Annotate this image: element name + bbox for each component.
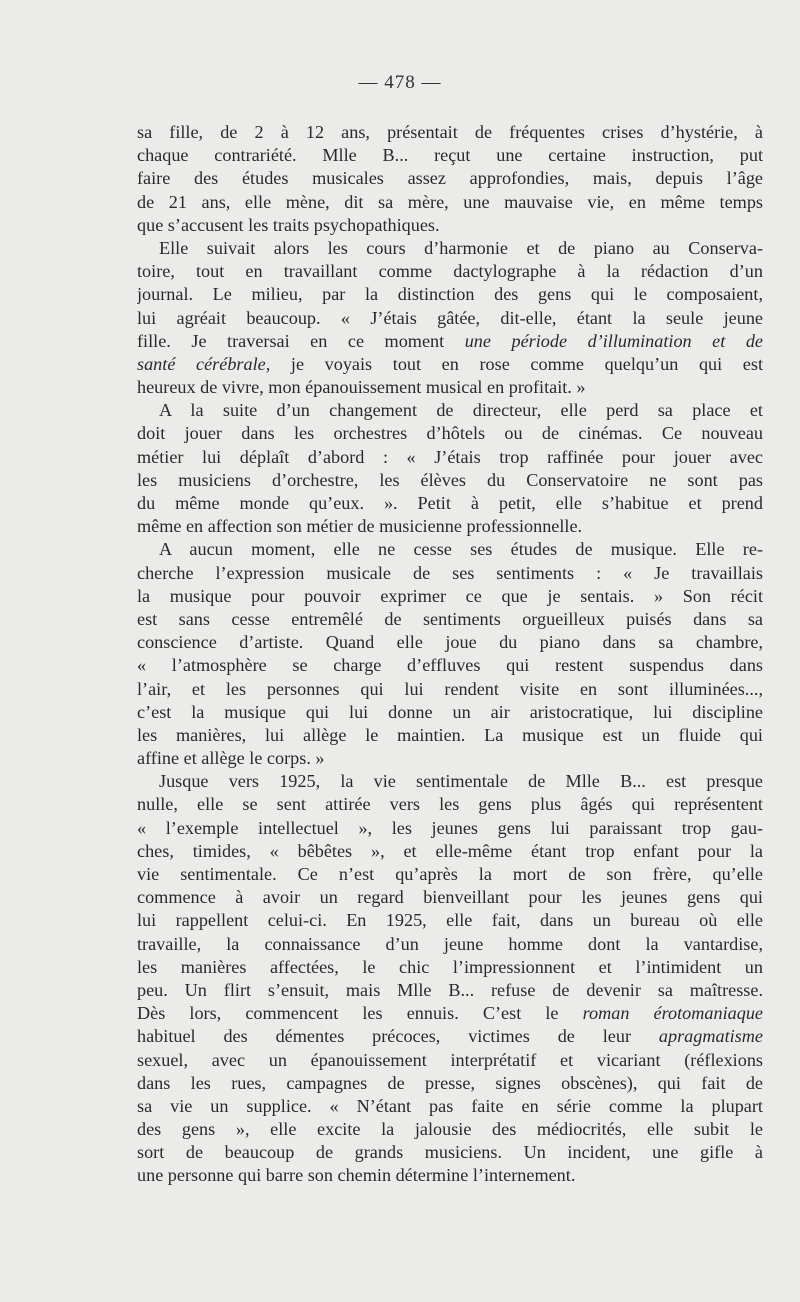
text-line: A aucun moment, elle ne cesse ses études de musique. Elle re- <box>159 539 763 560</box>
text-line: des gens », elle excite la jalousie des médiocrités, elle subit le <box>137 1119 763 1140</box>
text-line: de 21 ans, elle mène, dit sa mère, une mauvaise vie, en même temps <box>137 191 763 212</box>
text-line: conscience d’artiste. Quand elle joue du piano dans sa chambre, <box>137 632 763 653</box>
text-line: chaque contrariété. Mlle B... reçut une certaine instruction, put <box>137 145 763 166</box>
text-line: sa vie un supplice. « N’étant pas faite en série comme la plupart <box>137 1095 763 1116</box>
text-line: « l’exemple intellectuel », les jeunes gens lui paraissant trop gau- <box>137 817 763 838</box>
text-line: sort de beaucoup de grands musiciens. Un incident, une gifle à <box>137 1142 763 1163</box>
text-line <box>137 1002 763 1025</box>
text-line: même en affection son métier de musicienne professionnelle. <box>137 516 583 537</box>
text-line: la musique pour pouvoir exprimer ce que je sentais. » Son récit <box>137 585 763 606</box>
text-line: journal. Le milieu, par la distinction des gens qui le composaient, <box>137 284 763 305</box>
text-line: les manières affectées, le chic l’impressionnent et l’intimident un <box>137 956 763 977</box>
text-line: métier lui déplaît d’abord : « J’étais trop raffinée pour jouer avec <box>137 446 763 467</box>
text-line: Jusque vers 1925, la vie sentimentale de Mlle B... est presque <box>159 771 763 792</box>
text-line: commence à avoir un regard bienveillant pour les jeunes gens qui <box>137 887 763 908</box>
text-line: les musiciens d’orchestre, les élèves du Conservatoire ne sont pas <box>137 469 763 490</box>
body-text <box>137 121 763 1188</box>
text-line: doit jouer dans les orchestres d’hôtels ou de cinémas. Ce nouveau <box>137 423 763 444</box>
text-line <box>137 1025 763 1048</box>
text-line: vie sentimentale. Ce n’est qu’après la mort de son frère, qu’elle <box>137 864 763 884</box>
text-line: A la suite d’un changement de directeur, elle perd sa place et <box>159 400 763 421</box>
text-line: Elle suivait alors les cours d’harmonie et de piano au Conserva- <box>159 237 763 258</box>
text-line: travaille, la connaissance d’un jeune homme dont la vantardise, <box>137 933 763 954</box>
page-number: — 478 — <box>358 72 442 93</box>
text-run: je voyais tout en rose comme quelqu’un qui est <box>270 353 763 374</box>
text-line: lui agréait beaucoup. « J’étais gâtée, dit-elle, étant la seule jeune <box>137 307 763 328</box>
text-line: une personne qui barre son chemin détermine l’internement. <box>137 1165 576 1186</box>
text-run: fille. Je traversai en ce moment <box>137 330 465 351</box>
text-run: habituel des démentes précoces, victimes de leur <box>137 1026 659 1047</box>
text-run: Dès lors, commencent les ennuis. C’est le <box>137 1003 583 1024</box>
italic-text: une période d’illumination et de <box>464 330 763 351</box>
text-line: heureux de vivre, mon épanouissement musical en profitait. » <box>137 377 586 398</box>
text-line: c’est la musique qui lui donne un air aristocratique, lui discipline <box>137 701 763 722</box>
text-line <box>137 353 763 376</box>
text-line: cherche l’expression musicale de ses sentiments : « Je travaillais <box>137 562 763 583</box>
text-line: sa fille, de 2 à 12 ans, présentait de fréquentes crises d’hystérie, à <box>137 122 763 142</box>
text-line: peu. Un flirt s’ensuit, mais Mlle B... refuse de devenir sa maîtresse. <box>137 979 763 1000</box>
italic-text: santé cérébrale, <box>137 353 271 374</box>
text-line <box>137 330 763 353</box>
text-line: lui rappellent celui-ci. En 1925, elle fait, dans un bureau où elle <box>137 910 763 931</box>
text-line: sexuel, avec un épanouissement interprétatif et vicariant (réflexions <box>137 1049 763 1070</box>
text-line: ches, timides, « bêbêtes », et elle-même étant trop enfant pour la <box>137 840 763 861</box>
text-line: « l’atmosphère se charge d’effluves qui restent suspendus dans <box>137 655 763 676</box>
text-line: que s’accusent les traits psychopathiques. <box>137 214 440 235</box>
text-line: du même monde qu’eux. ». Petit à petit, elle s’habitue et prend <box>137 493 763 513</box>
italic-text: roman érotomaniaque <box>582 1003 763 1024</box>
text-line: dans les rues, campagnes de presse, signes obscènes), qui fait de <box>137 1072 763 1093</box>
italic-text: apragmatisme <box>658 1026 763 1047</box>
text-line: toire, tout en travaillant comme dactylographe à la rédaction d’un <box>137 261 763 282</box>
text-line: faire des études musicales assez approfondies, mais, depuis l’âge <box>137 168 763 189</box>
text-line: affine et allège le corps. » <box>137 748 325 769</box>
text-line: est sans cesse entremêlé de sentiments orgueilleux puisés dans sa <box>137 608 763 629</box>
text-line: les manières, lui allège le maintien. La musique est un fluide qui <box>137 724 763 745</box>
text-line: l’air, et les personnes qui lui rendent visite en sont illuminées..., <box>137 678 763 699</box>
text-line: nulle, elle se sent attirée vers les gens plus âgés qui représentent <box>137 794 763 815</box>
